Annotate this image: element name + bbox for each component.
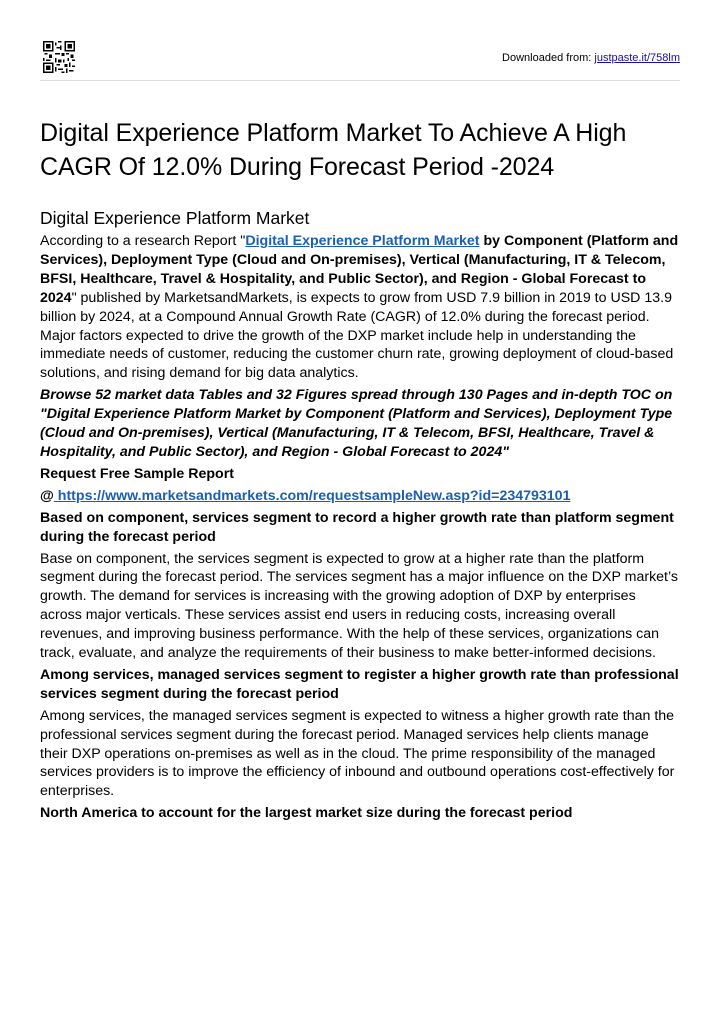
intro-text-rest: " published by MarketsandMarkets, is expects to grow from USD 7.9 billion in 2019 to USD 13.9 billion by 2024, at a Compound Annual Growth Rate (CAGR) of 12.0% during the forecast period. Major factors expected to drive the growth of the DXP market include help in understanding the immediate needs of customer, reducing the customer churn rate, growing deployment of cloud-based solutions, and rising demand for big data analytics. xyxy=(40,289,674,382)
sample-report-title: Request Free Sample Report xyxy=(40,465,234,482)
page-title: Digital Experience Platform Market To Achieve A High CAGR Of 12.0% During Forecast Period -2024 xyxy=(40,119,627,181)
at-symbol: @ xyxy=(40,487,54,504)
report-link[interactable]: Digital Experience Platform Market xyxy=(245,233,480,249)
intro-text-start: According to a research Report " xyxy=(40,233,246,249)
download-prefix: Downloaded from: xyxy=(502,52,592,64)
section-heading: North America to account for the largest market size during the forecast period xyxy=(40,805,573,822)
sample-report-link[interactable]: https://www.marketsandmarkets.com/requestsampleNew.asp?id=234793101 xyxy=(53,487,571,504)
qr-code-icon xyxy=(43,41,75,73)
article xyxy=(40,116,680,823)
download-source xyxy=(502,52,680,64)
browse-paragraph: Browse 52 market data Tables and 32 Figures spread through 130 Pages and in-depth TOC on "Digital Experience Platform Market by Component (Platform and Services), Deployment Type (Cloud and On-premises), Vertical (Manufacturing, IT & Telecom, BFSI, Healthcare, Travel & Hospitality, and Public Sector), and Region - Global Forecast to 2024" xyxy=(40,387,673,460)
download-link[interactable]: justpaste.it/758lm xyxy=(594,52,680,64)
intro-paragraph xyxy=(40,232,680,383)
section-subtitle: Digital Experience Platform Market xyxy=(40,208,310,228)
section-body: Among services, the managed services segment is expected to witness a higher growth rate than the professional services segment during the forecast period. Managed services help clients manage their DXP operations on-premises as well as in the cloud. The prime responsibility of the managed services providers is to improve the efficiency of inbound and outbound operations cost-effectively for enterprises. xyxy=(40,707,675,800)
sample-report-line xyxy=(40,487,680,506)
section-heading: Among services, managed services segment to register a higher growth rate than professional services segment during the forecast period xyxy=(40,666,679,702)
header-divider xyxy=(40,80,680,81)
intro-report-title: by Component (Platform and Services), Deployment Type (Cloud and On-premises), Vertical (Manufacturing, IT & Telecom, BFSI, Healthcare, Travel & Hospitality, and Public Sector), and Region - Global Forecast to 2024 xyxy=(40,233,679,306)
section-body: Base on component, the services segment is expected to grow at a higher rate than the platform segment during the forecast period. The services segment has a major influence on the DXP market’s growth. The demand for services is increasing with the growing adoption of DXP by enterprises across major verticals. These services assist end users in reducing costs, increasing overall revenues, and improving business performance. With the help of these services, organizations can track, evaluate, and analyze the requirements of their business to make better-informed decisions. xyxy=(40,550,678,662)
section-heading: Based on component, services segment to record a higher growth rate than platform segment during the forecast period xyxy=(40,509,674,545)
